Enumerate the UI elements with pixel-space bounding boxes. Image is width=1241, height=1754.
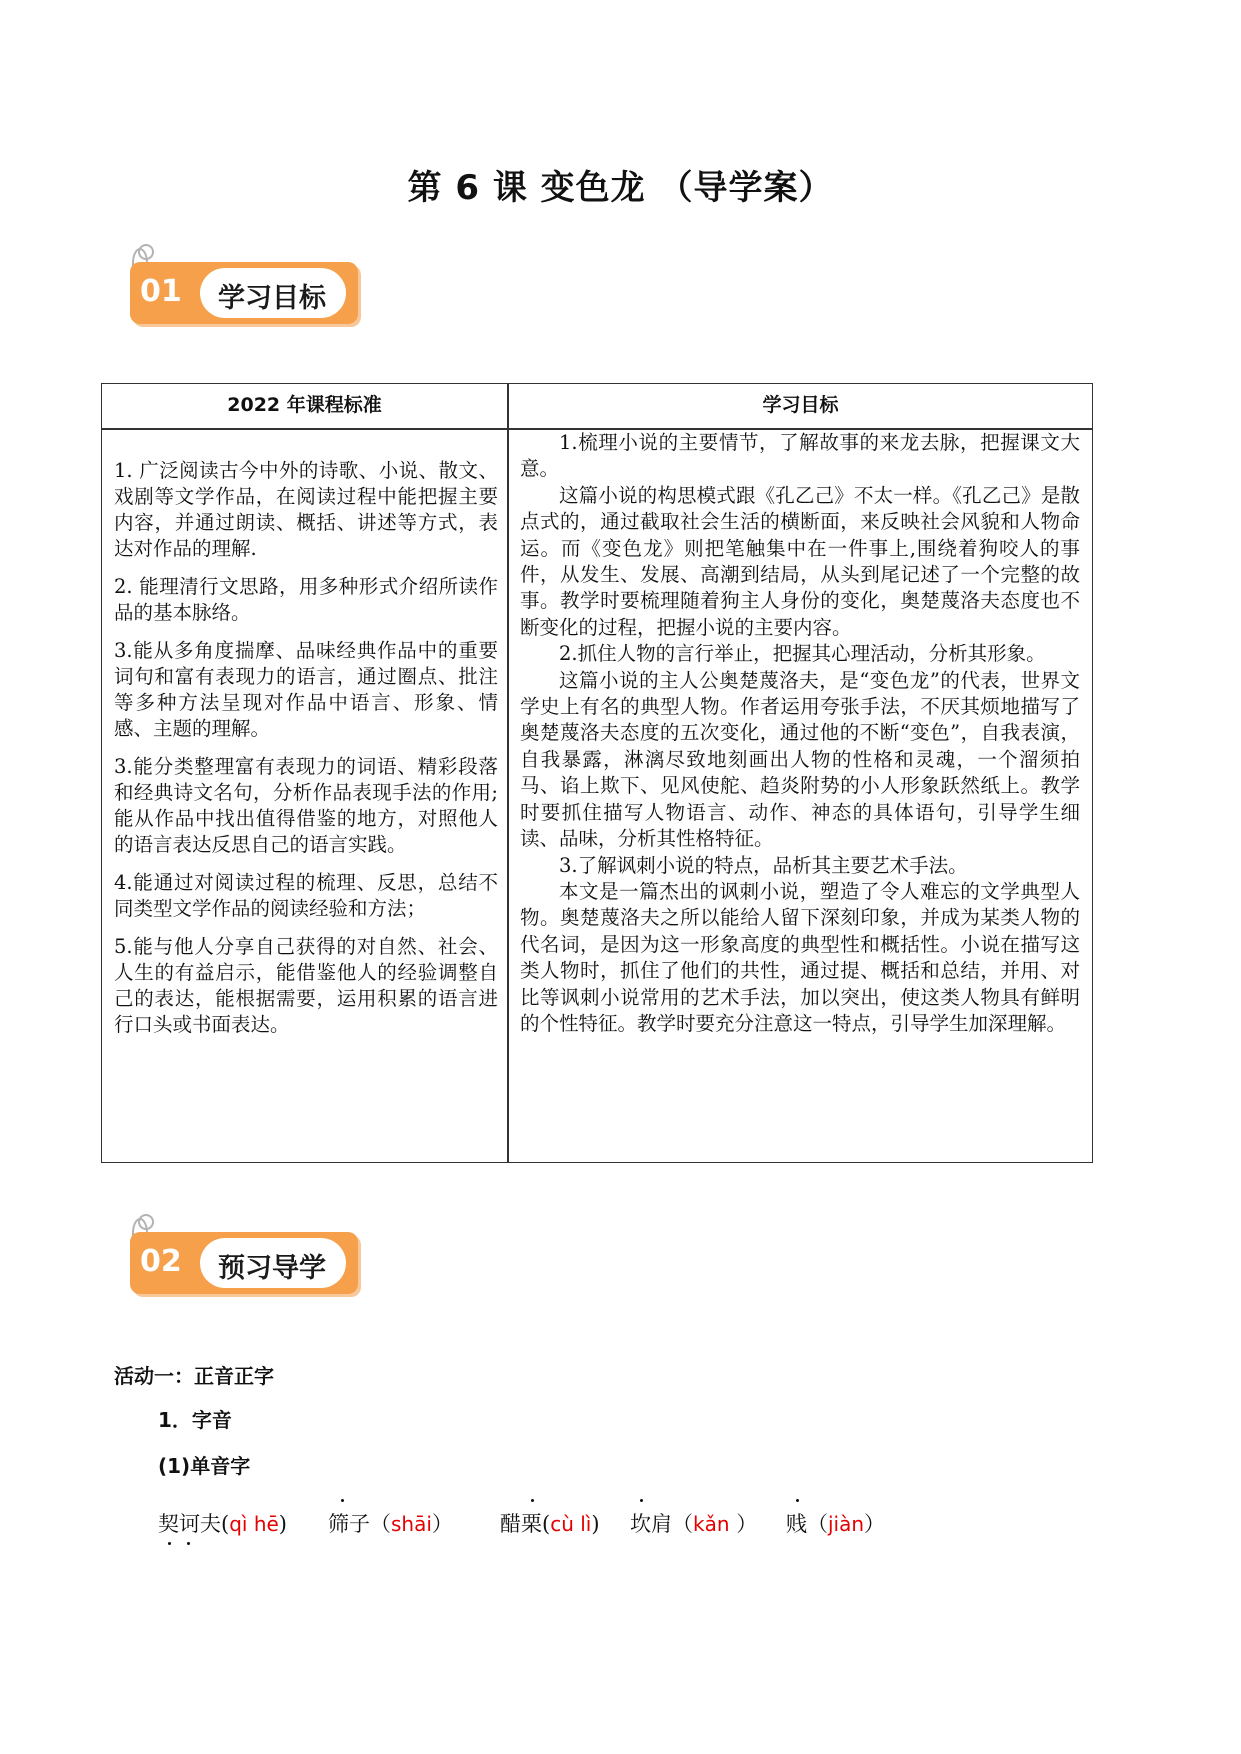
word-item: 贱（jiàn） (786, 1512, 886, 1536)
goal-item: 这篇小说的主人公奥楚蔑洛夫，是“变色龙”的代表，世界文学史上有名的典型人物。作者运用夸张手法，不厌其烦地描写了奥楚蔑洛夫态度的五次变化，通过他的不断“变色”，自我表演，自我暴露，淋漓尽致地刻画出人物的性格和灵魂，一个溜须拍马、谄上欺下、见风使舵、趋炎附势的小人形象跃然纸上。教学时要抓住描写人物语言、动作、神态的具体语句，引导学生细读、品味，分析其性格特征。 (520, 668, 1080, 851)
standard-item: 2. 能理清行文思路，用多种形式介绍所读作品的基本脉络。 (114, 575, 498, 624)
section-label: 学习目标 (218, 283, 326, 314)
subheading-single-char: (1)单音字 (158, 1454, 251, 1478)
emphasis-dot (341, 1499, 344, 1502)
section-number: 01 (140, 274, 182, 309)
emphasis-dot (168, 1542, 171, 1545)
word-item: 坎肩（kǎn ） (630, 1512, 758, 1536)
pinyin: cù lì (550, 1512, 592, 1536)
section-badge-01 (128, 248, 363, 328)
activity-title: 活动一：正音正字 (114, 1364, 274, 1388)
pinyin: qì hē (229, 1512, 279, 1536)
word-item: 筛子（shāi） (328, 1512, 453, 1536)
pinyin: jiàn (828, 1512, 865, 1536)
page-title: 第 6 课 变色龙 （导学案） (407, 168, 834, 208)
emphasis-dot (187, 1542, 190, 1545)
goals-column (520, 430, 1080, 1037)
section-number: 02 (140, 1244, 182, 1279)
subheading-pronunciation: 1．字音 (158, 1408, 232, 1432)
section-badge-02 (128, 1218, 363, 1298)
goal-item: 2.抓住人物的言行举止，把握其心理活动，分析其形象。 (559, 642, 1046, 666)
pinyin: shāi (391, 1512, 432, 1536)
goal-item: 3.了解讽刺小说的特点，品析其主要艺术手法。 (559, 853, 968, 877)
standard-item: 3.能分类整理富有表现力的词语、精彩段落和经典诗文名句，分析作品表现手法的作用;能从作品中找出值得借鉴的地方，对照他人的语言表达反思自己的语言实践。 (114, 755, 498, 856)
word-item: 契诃夫(qì hē) (158, 1512, 287, 1536)
goal-item: 1.梳理小说的主要情节，了解故事的来龙去脉，把握课文大意。 (520, 431, 1080, 481)
standard-item: 5.能与他人分享自己获得的对自然、社会、人生的有益启示，能借鉴他人的经验调整自己的表达，能根据需要，运用积累的语言进行口头或书面表达。 (114, 935, 498, 1036)
goal-item: 这篇小说的构思模式跟《孔乙己》不太一样。《孔乙己》是散点式的，通过截取社会生活的横断面，来反映社会风貌和人物命运。而《变色龙》则把笔触集中在一件事上,围绕着狗咬人的事件，从发生、发展、高潮到结局，从头到尾记述了一个完整的故事。教学时要梳理随着狗主人身份的变化，奥楚蔑洛夫态度也不断变化的过程，把握小说的主要内容。 (520, 483, 1080, 639)
goal-item: 本文是一篇杰出的讽刺小说，塑造了令人难忘的文学典型人物。奥楚蔑洛夫之所以能给人留下深刻印象，并成为某类人物的代名词，是因为这一形象高度的典型性和概括性。小说在描写这类人物时，抓住了他们的共性，通过提、概括和总结，并用、对比等讽刺小说常用的艺术手法，加以突出，使这类人物具有鲜明的个性特征。教学时要充分注意这一特点，引导学生加深理解。 (520, 879, 1080, 1035)
section-label: 预习导学 (218, 1253, 326, 1284)
standard-item: 4.能通过对阅读过程的梳理、反思，总结不同类型文学作品的阅读经验和方法； (114, 871, 498, 920)
emphasis-dot (531, 1499, 534, 1502)
standard-item: 3.能从多角度揣摩、品味经典作品中的重要词句和富有表现力的语言，通过圈点、批注等多种方法呈现对作品中语言、形象、情感、主题的理解。 (114, 639, 498, 740)
word-item: 醋栗(cù lì) (500, 1512, 600, 1536)
objectives-table (101, 383, 1093, 1163)
standards-column (114, 458, 498, 1050)
emphasis-dot (796, 1499, 799, 1502)
table-header-goals: 学习目标 (762, 394, 839, 416)
standard-item: 1. 广泛阅读古今中外的诗歌、小说、散文、戏剧等文学作品，在阅读过程中能把握主要内容，并通过朗读、概括、讲述等方式，表达对作品的理解. (114, 459, 498, 560)
table-header-standard: 2022 年课程标准 (227, 394, 382, 416)
emphasis-dot (640, 1499, 643, 1502)
pinyin: kǎn (693, 1512, 730, 1536)
